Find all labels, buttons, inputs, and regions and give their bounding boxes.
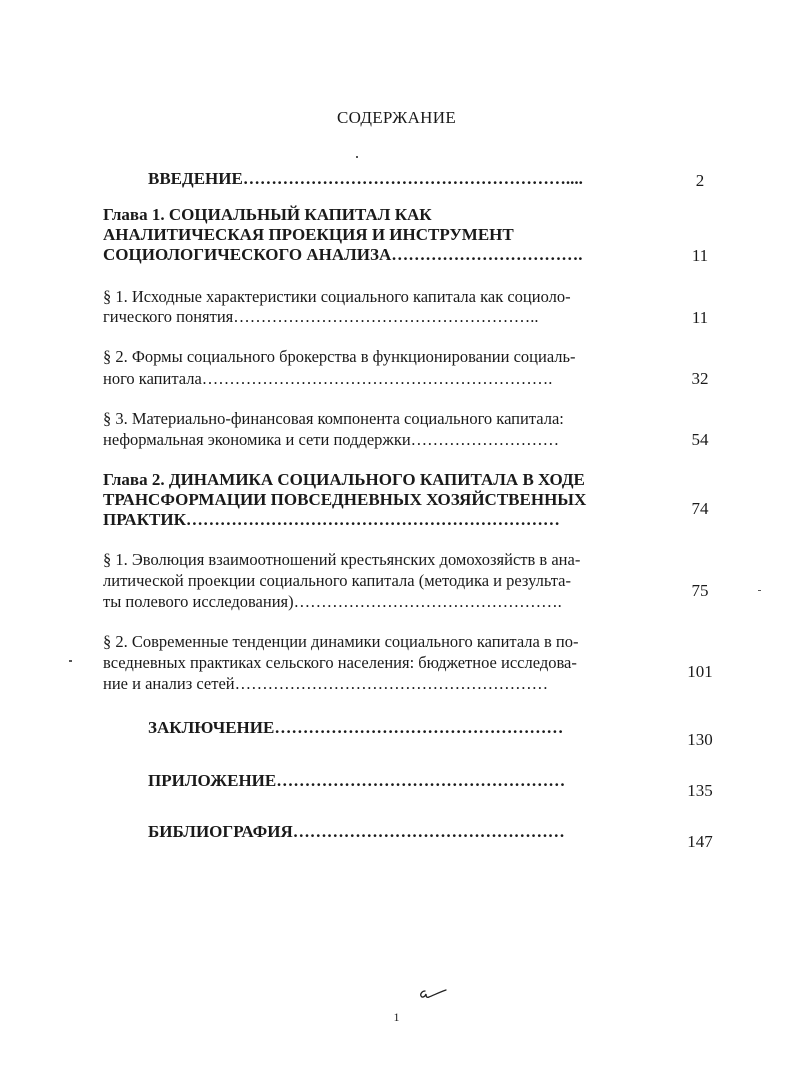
- scan-speck: [69, 660, 72, 662]
- toc-page-number: 147: [687, 832, 713, 851]
- toc-page-number: 32: [691, 369, 709, 388]
- toc-page-number: 2: [695, 171, 705, 190]
- toc-entry-text: ЗАКЛЮЧЕНИЕ……………………………………………: [148, 718, 564, 737]
- toc-entry-text: Глава 1. СОЦИАЛЬНЫЙ КАПИТАЛ КАК: [103, 205, 432, 224]
- toc-entry-text: § 1. Исходные характеристики социального капитала как социоло-: [103, 287, 571, 306]
- toc-entry-text: § 2. Современные тенденции динамики социального капитала в по-: [103, 632, 579, 651]
- toc-page-number: 74: [691, 499, 709, 518]
- toc-entry-text: СОЦИОЛОГИЧЕСКОГО АНАЛИЗА…………………………….: [103, 245, 583, 264]
- toc-entry-text: ПРИЛОЖЕНИЕ……………………………………………: [148, 771, 566, 790]
- page-title: СОДЕРЖАНИЕ: [336, 108, 457, 127]
- scan-speck: [356, 156, 358, 158]
- toc-page-number: 130: [687, 730, 713, 749]
- toc-entry-text: литической проекции социального капитала (методика и результа-: [103, 571, 571, 590]
- toc-page-number: 75: [691, 581, 709, 600]
- toc-page-number: 11: [691, 308, 709, 327]
- toc-page-number: 101: [687, 662, 713, 681]
- toc-entry-text: § 3. Материально-финансовая компонента социального капитала:: [103, 409, 564, 428]
- toc-page-number: 54: [691, 430, 709, 449]
- scan-speck: [758, 590, 761, 591]
- page-number-footer: 1: [393, 1010, 400, 1024]
- toc-page-number: 11: [691, 246, 709, 265]
- toc-entry-text: неформальная экономика и сети поддержки………………………: [103, 430, 560, 449]
- toc-entry-text: § 2. Формы социального брокерства в функционировании социаль-: [103, 347, 576, 366]
- toc-page-number: 135: [687, 781, 713, 800]
- toc-entry-text: Глава 2. ДИНАМИКА СОЦИАЛЬНОГО КАПИТАЛА В ХОДЕ: [103, 470, 585, 489]
- handwritten-signature-icon: [416, 985, 456, 1005]
- toc-entry-text: ВВЕДЕНИЕ…………………………………………………....: [148, 169, 583, 188]
- toc-entry-text: АНАЛИТИЧЕСКАЯ ПРОЕКЦИЯ И ИНСТРУМЕНТ: [103, 225, 514, 244]
- toc-entry-text: вседневных практиках сельского населения: бюджетное исследова-: [103, 653, 577, 672]
- toc-entry-text: ты полевого исследования)………………………………………….: [103, 592, 562, 611]
- toc-entry-text: ТРАНСФОРМАЦИИ ПОВСЕДНЕВНЫХ ХОЗЯЙСТВЕННЫХ: [103, 490, 587, 509]
- toc-entry-text: БИБЛИОГРАФИЯ…………………………………………: [148, 822, 565, 841]
- toc-entry-text: гического понятия………………………………………………..: [103, 307, 539, 326]
- toc-entry-text: ние и анализ сетей…………………………………………………: [103, 674, 549, 693]
- toc-entry-text: ного капитала……………………………………………………….: [103, 369, 553, 388]
- toc-entry-text: ПРАКТИК…………………………………………………………: [103, 510, 560, 529]
- toc-entry-text: § 1. Эволюция взаимоотношений крестьянских домохозяйств в ана-: [103, 550, 581, 569]
